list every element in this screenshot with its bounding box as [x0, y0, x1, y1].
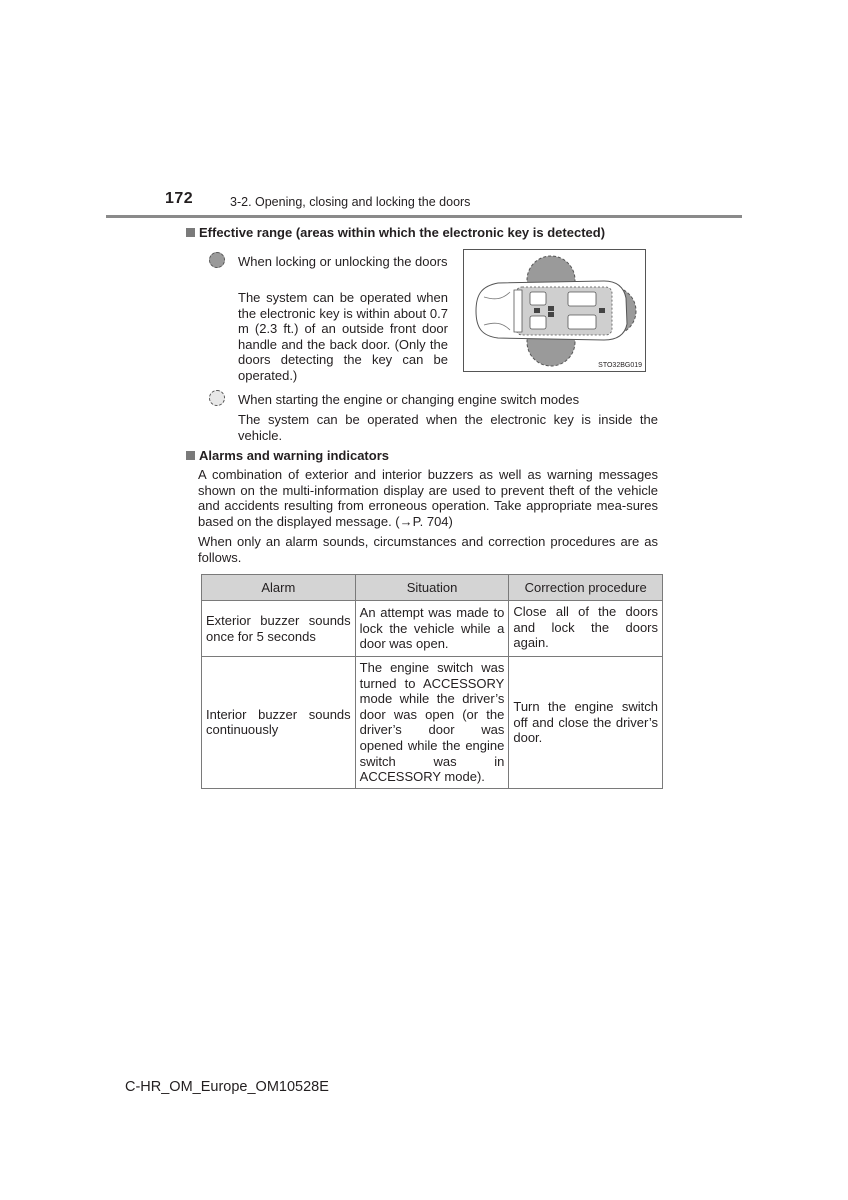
column-header-correction: Correction procedure: [509, 575, 663, 601]
alarm-table: [201, 574, 663, 789]
alarms-heading: [186, 448, 389, 463]
item2-title: When starting the engine or changing engine switch modes: [238, 392, 580, 407]
legend-dot-dark-icon: [209, 252, 225, 268]
page-number: 172: [165, 190, 194, 207]
column-header-alarm: Alarm: [202, 575, 356, 601]
item1-text: The system can be operated when the electronic key is within about 0.7 m (2.3 ft.) of an outside front door handle and the back door. (Only the doors detecting the key can be operated.): [238, 290, 448, 383]
table-header-row: [202, 575, 663, 601]
header-rule: [106, 215, 742, 218]
key-range-figure: [463, 249, 646, 372]
table-cell-alarm: Interior buzzer sounds continuously: [202, 657, 356, 789]
section-title: 3-2. Opening, closing and locking the doors: [230, 195, 471, 209]
table-cell-alarm: Exterior buzzer sounds once for 5 seconds: [202, 601, 356, 657]
column-header-situation: Situation: [355, 575, 509, 601]
square-bullet-icon: [186, 228, 195, 237]
table-cell-correction: Turn the engine switch off and close the driver’s door.: [509, 657, 663, 789]
square-bullet-icon: [186, 451, 195, 460]
table-cell-situation: The engine switch was turned to ACCESSORY mode while the driver’s door was open (or the driver’s door was opened while the engine switch was in ACCESSORY mode).: [355, 657, 509, 789]
legend-dot-light-icon: [209, 390, 225, 406]
alarms-paragraph-1: A combination of exterior and interior buzzers as well as warning messages shown on the multi-information display are used to prevent theft of the vehicle and accidents resulting from erroneous operation. Take appropriate mea-sures based on the displayed message. (→P. 704): [198, 467, 658, 529]
footer-document-code: C-HR_OM_Europe_OM10528E: [125, 1079, 329, 1095]
effective-range-heading: [186, 225, 605, 240]
table-cell-correction: Close all of the doors and lock the doors again.: [509, 601, 663, 657]
alarms-paragraph-2: When only an alarm sounds, circumstances and correction procedures are as follows.: [198, 534, 658, 565]
item2-text: The system can be operated when the electronic key is inside the vehicle.: [238, 412, 658, 443]
table-row: [202, 601, 663, 657]
effective-range-heading-text: Effective range (areas within which the electronic key is detected): [199, 225, 606, 240]
table-row: [202, 657, 663, 789]
vehicle-top-view-illustration: [464, 250, 645, 371]
table-cell-situation: An attempt was made to lock the vehicle while a door was open.: [355, 601, 509, 657]
item1-title: When locking or unlocking the doors: [238, 254, 448, 269]
figure-code: STO32BG019: [598, 362, 642, 369]
alarms-heading-text: Alarms and warning indicators: [199, 448, 389, 463]
